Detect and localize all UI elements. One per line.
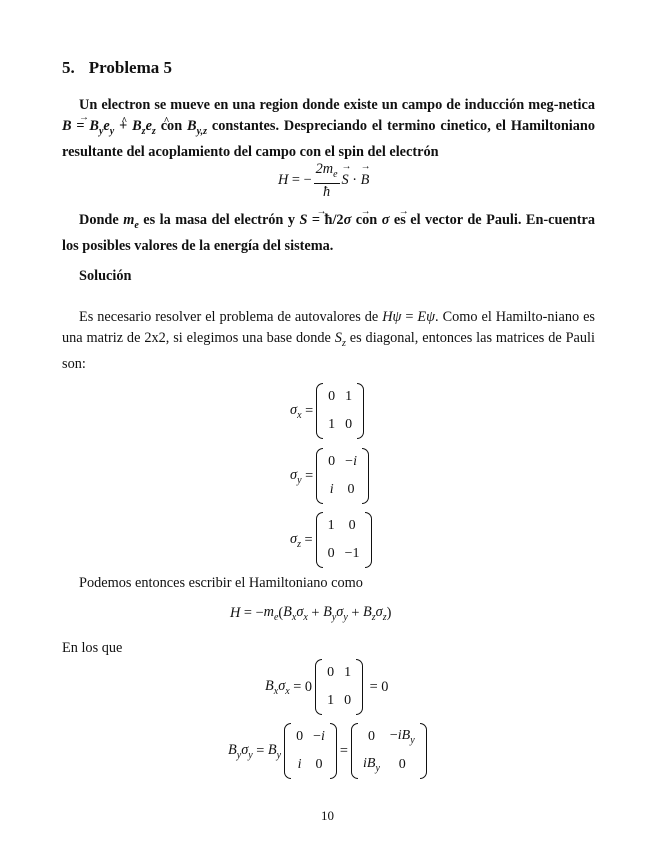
math-vec-B: → B	[62, 118, 72, 134]
equation-bx-sigmax: $B_x\sigma_x$ = 0 0 1 1 0 = 0	[265, 659, 388, 715]
problem-statement-2: Donde $m_e$ es la masa del electrón y → S = ħ/2→ σ con → σ es el vector de Pauli. En-cuentra los posibles valores de la energía del sistema.	[62, 210, 595, 257]
section-title	[62, 58, 172, 78]
solution-heading: Solución	[79, 268, 132, 284]
problem-text-1: Un electron se mueve en una region donde existe un campo de inducción meg-netica	[79, 97, 595, 113]
problem-text-5: es la masa del electrón y	[143, 212, 295, 228]
page-number: 10	[321, 808, 334, 823]
solution-paragraph: Es necesario resolver el problema de autovalores de Hψ = Eψ. Como el Hamilto-niano es una matriz de 2x2, si elegimos una base donde $S_z$ es diagonal, entonces las matrices de Pauli son:	[62, 309, 595, 372]
section-number: 5.	[62, 58, 75, 77]
math-ey: ^ e	[103, 118, 109, 134]
problem-statement: Un electron se mueve en una region donde existe un campo de inducción meg-netica → $B = B_y\^{}$ $e_y$ + $B_z\^{}$ $e_z$ con $B_{y,z}$ constantes. Despreciando el termino cinetico, el Hamiltoniano resultante del acoplamiento del campo con el spin del electrón	[62, 95, 595, 163]
problem-text-6: con	[355, 212, 378, 228]
solution-text-1: Es necesario resolver el problema de autovalores de	[79, 309, 379, 325]
solution-paragraph-2: Podemos entonces escribir el Hamiltoniano como	[79, 575, 363, 591]
problem-text-7: es el vector de Pauli. En-cuentra los posibles valores de la energía del sistema.	[62, 212, 595, 254]
equation-hamiltonian-expanded: H = − $m_e$ ( $B_x\sigma_x$ + $B_y\sigma_y$ + $B_z\sigma_z$ )	[230, 604, 392, 623]
equation-hamiltonian: H = − $\frac{2m_e}{ħ}$ → S · → B	[278, 161, 369, 200]
problem-text-2: con	[160, 118, 183, 134]
equation-sigma-x: $\sigma_x$ = 0 1 1 0	[290, 383, 367, 439]
math-Byz: $B_{y,z}$	[187, 118, 208, 137]
solution-text-2: . Como el Hamilto-niano es una matriz de 2x2, si elegimos una base donde	[62, 309, 595, 346]
equation-sigma-y: $\sigma_y$ = 0 −i i 0	[290, 448, 372, 504]
section-title-text: Problema 5	[88, 58, 173, 77]
equation-by-sigmay: $B_y\sigma_y$ = $B_y$ 0 −i i 0 = 0 $-iB_y$ $iB_y$ 0	[228, 723, 430, 779]
equation-sigma-z: $\sigma_z$ = 1 0 0 −1	[290, 512, 375, 568]
problem-text-3: constantes. Despreciando el termino cinetico, el Hamiltoniano resultante del acoplamiento del campo con el spin del electrón	[62, 118, 596, 160]
solution-paragraph-3: En los que	[62, 640, 123, 656]
solution-text-3: es diagonal, entonces las matrices de Pauli son:	[62, 330, 595, 372]
math-By: $B_y$	[89, 118, 104, 137]
problem-text-4: Donde	[79, 212, 119, 228]
